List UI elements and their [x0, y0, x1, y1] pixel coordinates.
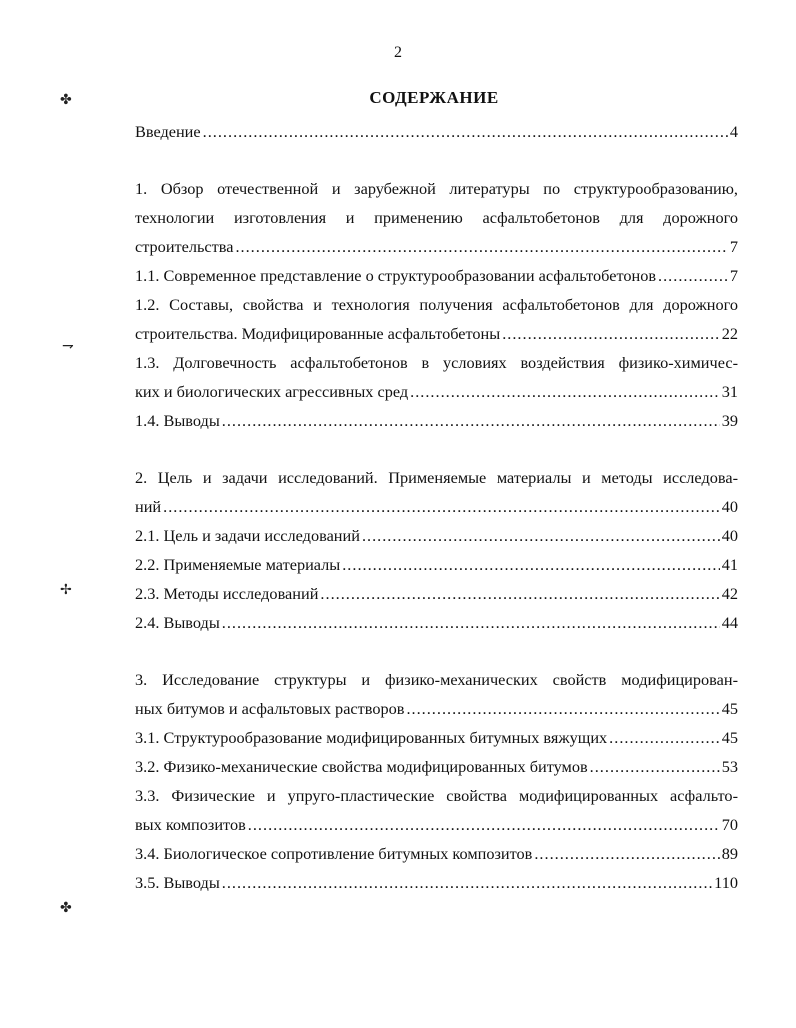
toc-entry-text: 2.1. Цель и задачи исследований — [135, 526, 360, 545]
toc-entry-text: 3.1. Структурообразование модифицированных битумных вяжущих — [135, 728, 608, 747]
toc-entry-1-1[interactable] — [135, 261, 738, 290]
dot-leader — [163, 492, 720, 521]
toc-entry-chapter-1[interactable] — [135, 232, 738, 261]
toc-entry-1-2[interactable] — [135, 319, 738, 348]
toc-entry-text: 1.1. Современное представление о структурообразовании асфальтобетонов — [135, 266, 657, 285]
scan-speck-mark: ✤ — [60, 92, 72, 108]
toc-page-number: 44 — [721, 613, 738, 632]
toc-entry-2-4[interactable] — [135, 608, 738, 637]
toc-page-number: 40 — [721, 526, 738, 545]
toc-chapter-2-line[interactable]: 2. Цель и задачи исследований. Применяемые материалы и методы исследова- — [135, 468, 738, 487]
scan-speck-mark: ✢ — [60, 582, 72, 598]
toc-entry-introduction[interactable] — [135, 117, 738, 146]
toc-entry-text: Введение — [135, 122, 201, 141]
toc-entry-1-4[interactable] — [135, 406, 738, 435]
toc-page-number: 45 — [721, 728, 738, 747]
toc-page-number: 22 — [721, 324, 738, 343]
toc-entry-chapter-2[interactable] — [135, 492, 738, 521]
toc-page-number: 89 — [721, 844, 738, 863]
toc-page-number: 41 — [721, 555, 738, 574]
dot-leader — [609, 723, 720, 752]
dot-leader — [406, 694, 719, 723]
toc-chapter-1-line[interactable]: технологии изготовления и применению асфальтобетонов для дорожного — [135, 208, 738, 227]
toc-entry-text: 1.4. Выводы — [135, 411, 220, 430]
toc-entry-text: 2.3. Методы исследований — [135, 584, 319, 603]
dot-leader — [235, 232, 727, 261]
scan-speck-mark: ✤ — [60, 900, 72, 916]
toc-entry-text: 2.2. Применяемые материалы — [135, 555, 341, 574]
toc-page-number: 45 — [721, 699, 738, 718]
toc-entry-3-1[interactable] — [135, 723, 738, 752]
toc-page-number: 70 — [721, 815, 738, 834]
dot-leader — [320, 579, 719, 608]
toc-page-number: 7 — [729, 266, 738, 285]
toc-entry-text: 3.2. Физико-механические свойства модифицированных битумов — [135, 757, 588, 776]
dot-leader — [658, 261, 728, 290]
page-number: 2 — [394, 44, 402, 61]
toc-entry-3-2[interactable] — [135, 752, 738, 781]
toc-page-number: 40 — [721, 497, 738, 516]
toc-entry-1-2-line[interactable]: 1.2. Составы, свойства и технология получения асфальтобетонов для дорожного — [135, 295, 738, 314]
dot-leader — [534, 839, 719, 868]
dot-leader — [410, 377, 720, 406]
table-of-contents — [135, 117, 738, 897]
dot-leader — [590, 752, 720, 781]
toc-page-number: 39 — [721, 411, 738, 430]
toc-entry-chapter-3[interactable] — [135, 694, 738, 723]
toc-page-number: 53 — [721, 757, 738, 776]
toc-page-number: 7 — [729, 237, 738, 256]
dot-leader — [222, 406, 720, 435]
toc-entry-3-3-line[interactable]: 3.3. Физические и упруго-пластические свойства модифицированных асфальто- — [135, 786, 738, 805]
toc-title: СОДЕРЖАНИЕ — [369, 88, 499, 107]
dot-leader — [203, 117, 728, 146]
toc-entry-3-5[interactable] — [135, 868, 738, 897]
toc-entry-text: ний — [135, 497, 162, 516]
toc-entry-text: строительства — [135, 237, 234, 256]
toc-entry-text: 3.4. Биологическое сопротивление битумных композитов — [135, 844, 533, 863]
toc-entry-3-4[interactable] — [135, 839, 738, 868]
toc-entry-1-3[interactable] — [135, 377, 738, 406]
toc-page-number: 4 — [729, 122, 738, 141]
scan-speck-mark: ⇁ — [62, 338, 74, 354]
toc-entry-text: ных битумов и асфальтовых растворов — [135, 699, 405, 718]
toc-page-number: 42 — [721, 584, 738, 603]
dot-leader — [502, 319, 720, 348]
toc-entry-text: строительства. Модифицированные асфальтобетоны — [135, 324, 501, 343]
toc-entry-2-1[interactable] — [135, 521, 738, 550]
dot-leader — [248, 810, 720, 839]
toc-chapter-1-line[interactable]: 1. Обзор отечественной и зарубежной литературы по структурообразованию, — [135, 179, 738, 198]
toc-entry-text: 2.4. Выводы — [135, 613, 220, 632]
dot-leader — [362, 521, 720, 550]
toc-page-number: 110 — [714, 873, 738, 892]
toc-entry-1-3-line[interactable]: 1.3. Долговечность асфальтобетонов в условиях воздействия физико-химичес- — [135, 353, 738, 372]
toc-entry-3-3[interactable] — [135, 810, 738, 839]
dot-leader — [222, 868, 712, 897]
toc-page-number: 31 — [721, 382, 738, 401]
toc-entry-2-3[interactable] — [135, 579, 738, 608]
toc-entry-text: 3.5. Выводы — [135, 873, 220, 892]
toc-entry-text: ких и биологических агрессивных сред — [135, 382, 409, 401]
toc-entry-text: вых композитов — [135, 815, 246, 834]
dot-leader — [222, 608, 720, 637]
toc-entry-2-2[interactable] — [135, 550, 738, 579]
toc-chapter-3-line[interactable]: 3. Исследование структуры и физико-механических свойств модифицирован- — [135, 670, 738, 689]
dot-leader — [342, 550, 719, 579]
